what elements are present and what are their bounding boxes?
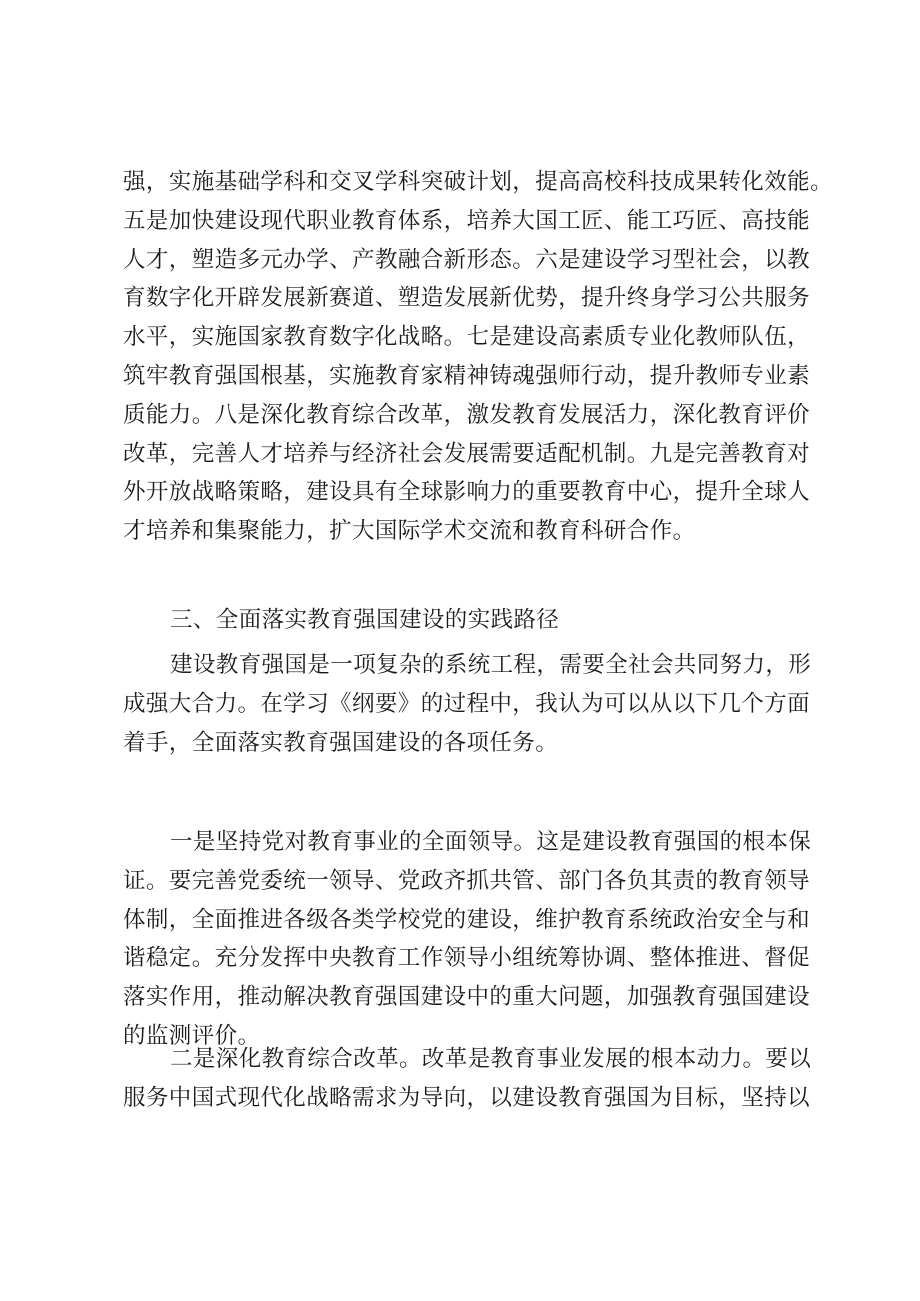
paragraph-two [123,1040,812,1118]
text-line: 落实作用，推动解决教育强国建设中的重大问题，加强教育强国建设 [123,984,811,1011]
heading-text: 三、全面落实教育强国建设的实践路径 [170,607,560,633]
text-line: 一是坚持党对教育事业的全面领导。这是建设教育强国的根本保 [170,829,812,855]
text-line: 筑牢教育强国根基，实施教育家精神铸魂强师行动，提升教师专业素 [123,362,811,389]
text-line: 人才，塑造多元办学、产教融合新形态。六是建设学习型社会，以教 [123,246,811,273]
text-line: 谐稳定。充分发挥中央教育工作领导小组统筹协调、整体推进、督促 [123,945,811,972]
paragraph-continued [123,163,833,551]
text-line: 外开放战略策略，建设具有全球影响力的重要教育中心，提升全球人 [123,479,811,506]
text-line: 改革，完善人才培养与经济社会发展需要适配机制。九是完善教育对 [123,440,811,467]
text-line: 二是深化教育综合改革。改革是教育事业发展的根本动力。要以 [170,1046,812,1072]
text-line: 五是加快建设现代职业教育体系，培养大国工匠、能工巧匠、高技能 [123,207,811,234]
text-line: 质能力。八是深化教育综合改革，激发教育发展活力，深化教育评价 [123,401,811,428]
paragraph-one [123,823,812,1056]
text-line: 水平，实施国家教育数字化战略。七是建设高素质专业化教师队伍， [123,324,811,351]
text-line: 证。要完善党委统一领导、党政齐抓共管、部门各负其责的教育领导 [123,867,811,894]
text-line: 服务中国式现代化战略需求为导向，以建设教育强国为目标，坚持以 [123,1084,811,1111]
text-line: 建设教育强国是一项复杂的系统工程，需要全社会共同努力，形 [170,652,812,678]
text-line: 成强大合力。在学习《纲要》的过程中，我认为可以从以下几个方面 [123,690,811,717]
text-line: 育数字化开辟发展新赛道、塑造发展新优势，提升终身学习公共服务 [123,285,811,312]
text-line: 才培养和集聚能力，扩大国际学术交流和教育科研合作。 [123,518,696,545]
text-line: 的监测评价。 [123,1022,261,1049]
text-line: 体制，全面推进各级各类学校党的建设，维护教育系统政治安全与和 [123,906,811,933]
paragraph-intro [123,646,812,762]
text-line: 着手，全面落实教育强国建设的各项任务。 [123,729,559,756]
section-heading [123,601,808,640]
text-line: 强，实施基础学科和交叉学科突破计划，提高高校科技成果转化效能。 [123,169,833,195]
